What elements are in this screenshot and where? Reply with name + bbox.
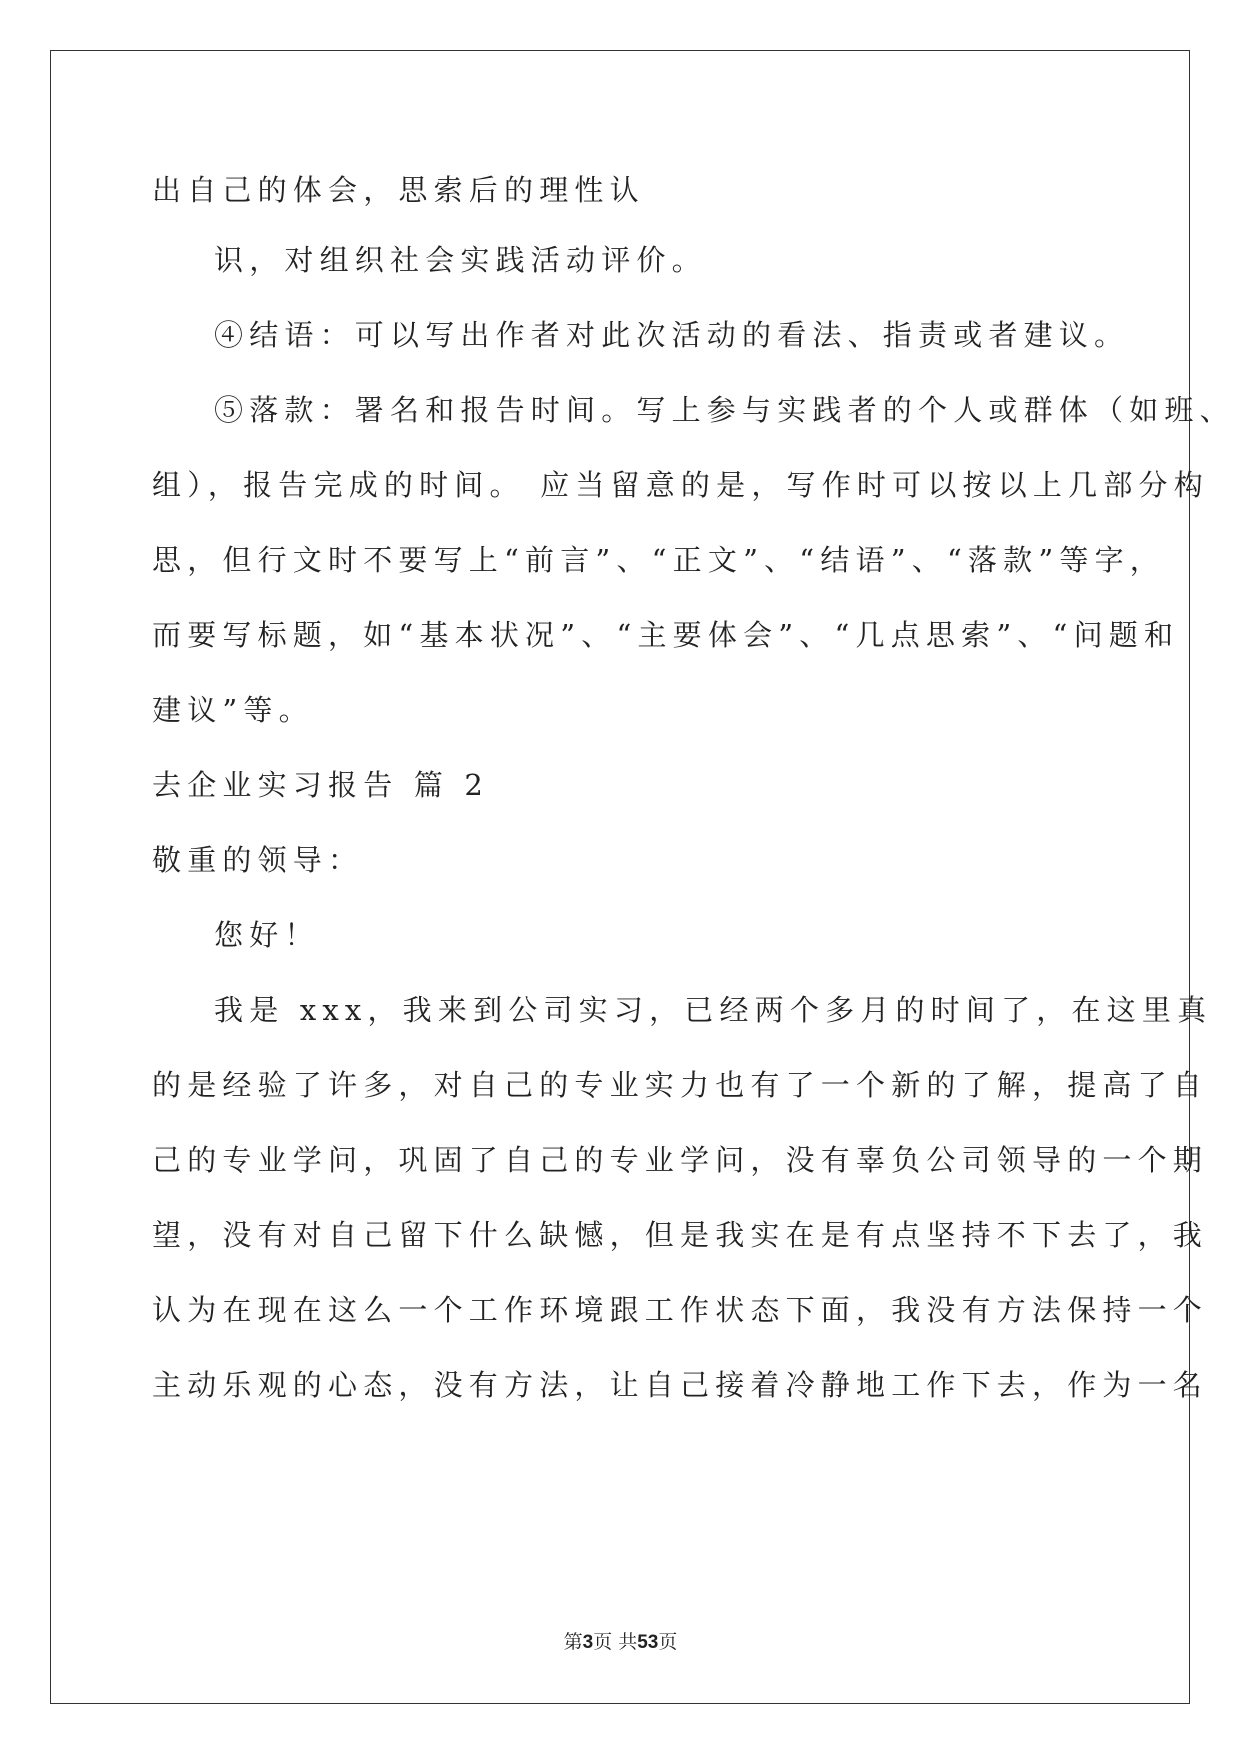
text-line-12: 我是 xxx，我来到公司实习，已经两个多月的时间了，在这里真 <box>214 993 1213 1027</box>
text-line-15: 望，没有对自己留下什么缺憾，但是我实在是有点坚持不下去了，我 <box>152 1218 1209 1252</box>
total-pages: 53 <box>637 1632 659 1653</box>
footer-mid: 页 共 <box>593 1631 638 1653</box>
footer-prefix: 第 <box>563 1631 583 1653</box>
page-footer <box>0 1633 1241 1652</box>
text-line-17: 主动乐观的心态，没有方法，让自己接着冷静地工作下去，作为一名 <box>152 1368 1209 1402</box>
salutation: 敬重的领导： <box>152 843 364 877</box>
text-line-2: 识，对组织社会实践活动评价。 <box>214 243 707 277</box>
text-line-6: 思，但行文时不要写上“前言”、“正文”、“结语”、“落款”等字， <box>152 543 1166 577</box>
footer-suffix: 页 <box>658 1631 678 1653</box>
text-line-16: 认为在现在这么一个工作环境跟工作状态下面，我没有方法保持一个 <box>152 1293 1209 1327</box>
section-heading: 去企业实习报告 篇 2 <box>152 768 490 802</box>
text-line-4: ⑤落款：署名和报告时间。写上参与实践者的个人或群体（如班、 <box>214 393 1235 427</box>
text-line-5: 组），报告完成的时间。 应当留意的是，写作时可以按以上几部分构 <box>152 468 1209 502</box>
text-line-7: 而要写标题，如“基本状况”、“主要体会”、“几点思索”、“问题和 <box>152 618 1180 652</box>
text-line-8: 建议”等。 <box>152 693 314 727</box>
greeting: 您好！ <box>214 918 320 952</box>
text-line-3: ④结语：可以写出作者对此次活动的看法、指责或者建议。 <box>214 318 1130 352</box>
text-line-13: 的是经验了许多，对自己的专业实力也有了一个新的了解，提高了自 <box>152 1068 1209 1102</box>
text-line-1: 出自己的体会，思索后的理性认 <box>152 173 645 207</box>
text-line-14: 己的专业学问，巩固了自己的专业学问，没有辜负公司领导的一个期 <box>152 1143 1209 1177</box>
page-number: 3 <box>582 1632 594 1653</box>
page-border <box>50 50 1190 1704</box>
